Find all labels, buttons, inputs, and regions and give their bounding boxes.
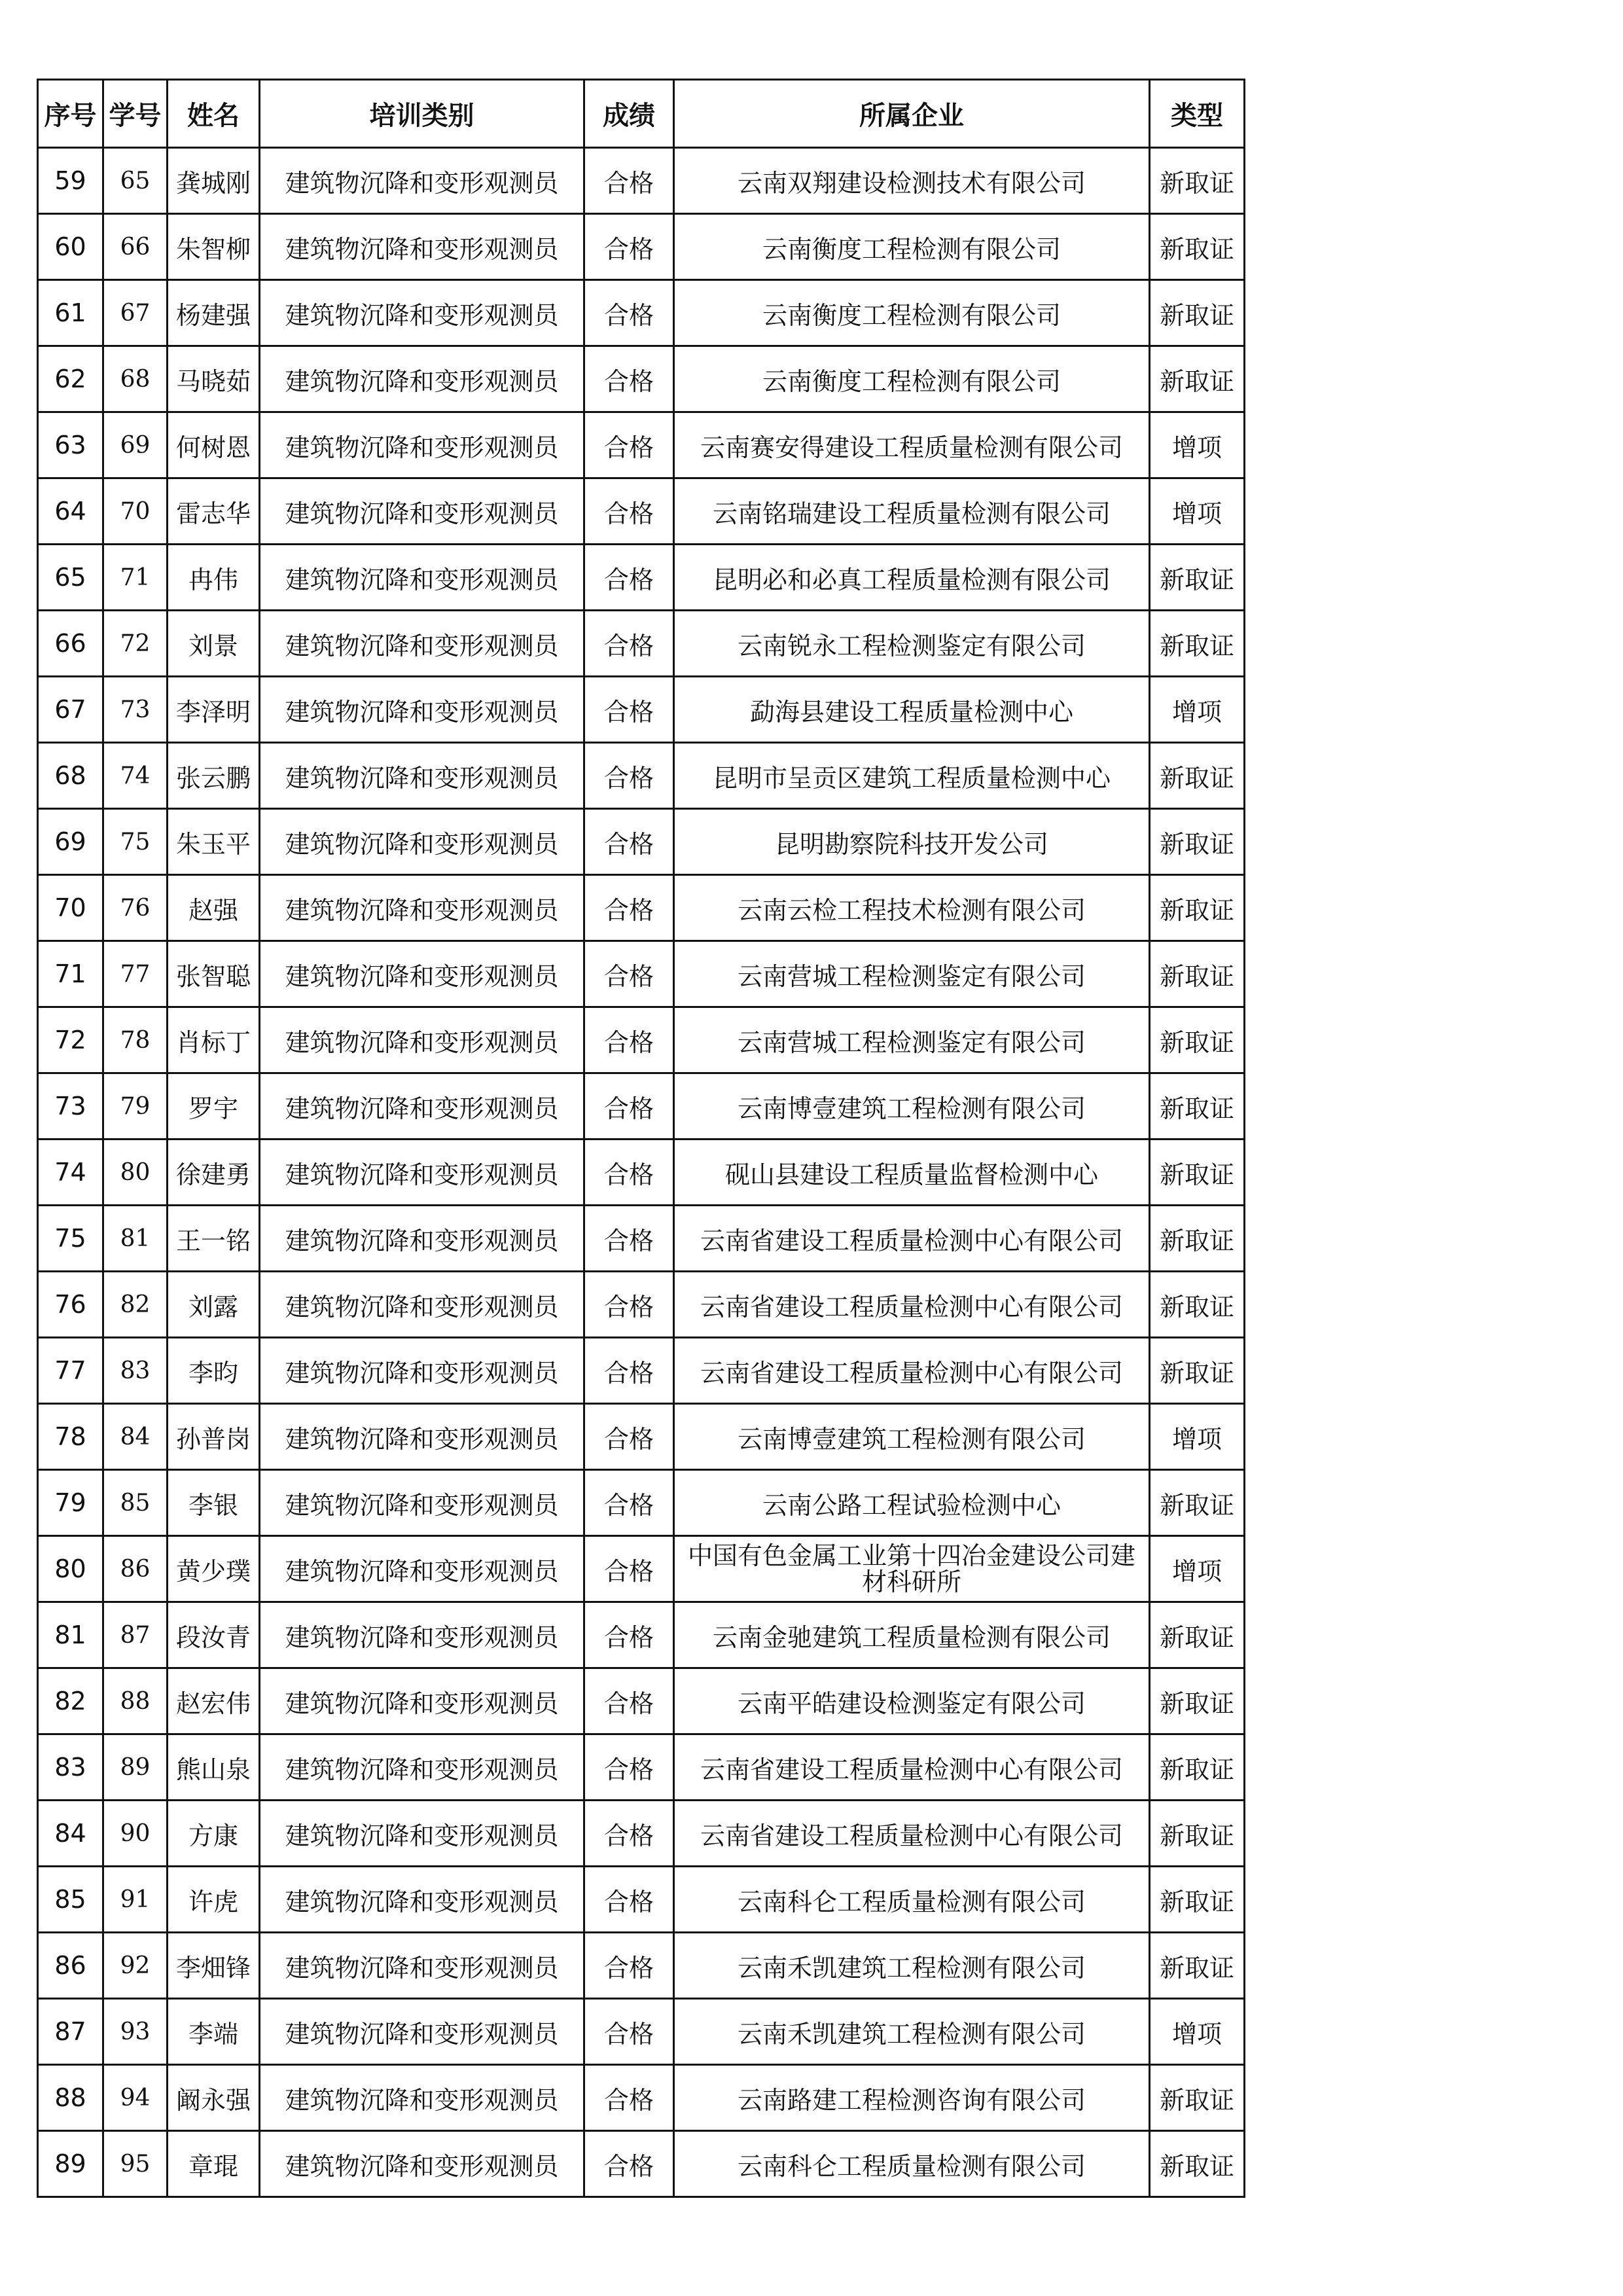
cell-name: 李银 <box>168 1470 260 1536</box>
cell-seq: 78 <box>38 1404 103 1470</box>
cell-seq: 67 <box>38 677 103 743</box>
cell-name: 李昀 <box>168 1338 260 1404</box>
cell-type: 新取证 <box>1150 1272 1245 1338</box>
cell-name: 章琨 <box>168 2131 260 2197</box>
cell-result: 合格 <box>584 677 674 743</box>
cell-student-id: 87 <box>103 1602 168 1668</box>
cell-type: 新取证 <box>1150 809 1245 875</box>
cell-seq: 59 <box>38 148 103 214</box>
cell-result: 合格 <box>584 1999 674 2065</box>
cell-type: 新取证 <box>1150 1867 1245 1933</box>
cell-result: 合格 <box>584 1404 674 1470</box>
cell-company: 云南衡度工程检测有限公司 <box>674 280 1150 346</box>
cell-student-id: 68 <box>103 346 168 412</box>
cell-seq: 87 <box>38 1999 103 2065</box>
cell-name: 王一铭 <box>168 1206 260 1272</box>
cell-company: 云南云检工程技术检测有限公司 <box>674 875 1150 941</box>
cell-category: 建筑物沉降和变形观测员 <box>260 1933 584 1999</box>
cell-result: 合格 <box>584 1206 674 1272</box>
cell-type: 新取证 <box>1150 1139 1245 1206</box>
cell-name: 孙普岗 <box>168 1404 260 1470</box>
cell-seq: 72 <box>38 1007 103 1073</box>
table-row <box>38 1801 1245 1867</box>
cell-seq: 75 <box>38 1206 103 1272</box>
cell-company: 云南博壹建筑工程检测有限公司 <box>674 1404 1150 1470</box>
cell-seq: 74 <box>38 1139 103 1206</box>
cell-type: 增项 <box>1150 1404 1245 1470</box>
cell-company: 云南赛安得建设工程质量检测有限公司 <box>674 412 1150 478</box>
table-row <box>38 346 1245 412</box>
cell-seq: 86 <box>38 1933 103 1999</box>
cell-type: 增项 <box>1150 478 1245 545</box>
table-row <box>38 1139 1245 1206</box>
cell-seq: 73 <box>38 1073 103 1139</box>
cell-result: 合格 <box>584 1734 674 1801</box>
cell-seq: 83 <box>38 1734 103 1801</box>
cell-company: 云南衡度工程检测有限公司 <box>674 346 1150 412</box>
table-row <box>38 1206 1245 1272</box>
cell-student-id: 90 <box>103 1801 168 1867</box>
cell-category: 建筑物沉降和变形观测员 <box>260 1999 584 2065</box>
cell-result: 合格 <box>584 545 674 611</box>
header-row <box>38 80 1245 148</box>
cell-result: 合格 <box>584 1933 674 1999</box>
table-row <box>38 1470 1245 1536</box>
cell-type: 新取证 <box>1150 1734 1245 1801</box>
cell-company: 云南衡度工程检测有限公司 <box>674 214 1150 280</box>
cell-type: 新取证 <box>1150 1668 1245 1734</box>
cell-student-id: 93 <box>103 1999 168 2065</box>
cell-category: 建筑物沉降和变形观测员 <box>260 2065 584 2131</box>
cell-name: 赵强 <box>168 875 260 941</box>
cell-student-id: 73 <box>103 677 168 743</box>
table-row <box>38 1404 1245 1470</box>
cell-seq: 80 <box>38 1536 103 1602</box>
cell-result: 合格 <box>584 1007 674 1073</box>
cell-company: 云南锐永工程检测鉴定有限公司 <box>674 611 1150 677</box>
cell-student-id: 70 <box>103 478 168 545</box>
cell-name: 李畑锋 <box>168 1933 260 1999</box>
cell-student-id: 79 <box>103 1073 168 1139</box>
cell-name: 杨建强 <box>168 280 260 346</box>
cell-category: 建筑物沉降和变形观测员 <box>260 478 584 545</box>
cell-category: 建筑物沉降和变形观测员 <box>260 2131 584 2197</box>
cell-seq: 76 <box>38 1272 103 1338</box>
cell-result: 合格 <box>584 1668 674 1734</box>
cell-category: 建筑物沉降和变形观测员 <box>260 1073 584 1139</box>
cell-seq: 88 <box>38 2065 103 2131</box>
cell-type: 增项 <box>1150 677 1245 743</box>
cell-type: 增项 <box>1150 1536 1245 1602</box>
header-type: 类型 <box>1150 80 1245 148</box>
roster-table <box>37 79 1245 2198</box>
cell-type: 新取证 <box>1150 2131 1245 2197</box>
cell-result: 合格 <box>584 743 674 809</box>
table-row <box>38 1073 1245 1139</box>
cell-seq: 71 <box>38 941 103 1007</box>
cell-company: 云南禾凯建筑工程检测有限公司 <box>674 1999 1150 2065</box>
header-company: 所属企业 <box>674 80 1150 148</box>
cell-category: 建筑物沉降和变形观测员 <box>260 1734 584 1801</box>
cell-result: 合格 <box>584 1867 674 1933</box>
cell-category: 建筑物沉降和变形观测员 <box>260 1404 584 1470</box>
cell-student-id: 69 <box>103 412 168 478</box>
cell-result: 合格 <box>584 611 674 677</box>
cell-company: 云南省建设工程质量检测中心有限公司 <box>674 1338 1150 1404</box>
cell-type: 新取证 <box>1150 1602 1245 1668</box>
cell-result: 合格 <box>584 2131 674 2197</box>
cell-company: 云南双翔建设检测技术有限公司 <box>674 148 1150 214</box>
cell-category: 建筑物沉降和变形观测员 <box>260 1139 584 1206</box>
cell-seq: 66 <box>38 611 103 677</box>
table-body <box>38 148 1245 2197</box>
cell-result: 合格 <box>584 2065 674 2131</box>
cell-company: 云南平皓建设检测鉴定有限公司 <box>674 1668 1150 1734</box>
table-row <box>38 1734 1245 1801</box>
cell-name: 许虎 <box>168 1867 260 1933</box>
table-row <box>38 2131 1245 2197</box>
cell-type: 新取证 <box>1150 214 1245 280</box>
cell-seq: 62 <box>38 346 103 412</box>
cell-name: 冉伟 <box>168 545 260 611</box>
cell-student-id: 77 <box>103 941 168 1007</box>
cell-type: 新取证 <box>1150 280 1245 346</box>
cell-seq: 81 <box>38 1602 103 1668</box>
cell-seq: 60 <box>38 214 103 280</box>
cell-type: 新取证 <box>1150 611 1245 677</box>
cell-result: 合格 <box>584 941 674 1007</box>
cell-result: 合格 <box>584 1073 674 1139</box>
cell-name: 肖标丁 <box>168 1007 260 1073</box>
cell-type: 新取证 <box>1150 875 1245 941</box>
cell-student-id: 91 <box>103 1867 168 1933</box>
cell-result: 合格 <box>584 346 674 412</box>
cell-name: 朱智柳 <box>168 214 260 280</box>
cell-category: 建筑物沉降和变形观测员 <box>260 214 584 280</box>
cell-result: 合格 <box>584 148 674 214</box>
table-row <box>38 412 1245 478</box>
cell-company: 云南省建设工程质量检测中心有限公司 <box>674 1734 1150 1801</box>
cell-seq: 84 <box>38 1801 103 1867</box>
cell-company: 中国有色金属工业第十四冶金建设公司建材科研所 <box>674 1536 1150 1602</box>
cell-category: 建筑物沉降和变形观测员 <box>260 1272 584 1338</box>
cell-type: 增项 <box>1150 1999 1245 2065</box>
cell-company: 云南禾凯建筑工程检测有限公司 <box>674 1933 1150 1999</box>
table-row <box>38 809 1245 875</box>
cell-result: 合格 <box>584 1139 674 1206</box>
cell-result: 合格 <box>584 809 674 875</box>
table-row <box>38 545 1245 611</box>
cell-name: 罗宇 <box>168 1073 260 1139</box>
cell-student-id: 95 <box>103 2131 168 2197</box>
cell-result: 合格 <box>584 280 674 346</box>
cell-student-id: 66 <box>103 214 168 280</box>
cell-seq: 65 <box>38 545 103 611</box>
cell-name: 黄少璞 <box>168 1536 260 1602</box>
cell-name: 张云鹏 <box>168 743 260 809</box>
cell-student-id: 71 <box>103 545 168 611</box>
cell-result: 合格 <box>584 1470 674 1536</box>
table-row <box>38 1272 1245 1338</box>
cell-category: 建筑物沉降和变形观测员 <box>260 677 584 743</box>
cell-category: 建筑物沉降和变形观测员 <box>260 1470 584 1536</box>
cell-type: 新取证 <box>1150 148 1245 214</box>
cell-student-id: 80 <box>103 1139 168 1206</box>
cell-name: 朱玉平 <box>168 809 260 875</box>
cell-result: 合格 <box>584 412 674 478</box>
cell-type: 新取证 <box>1150 1338 1245 1404</box>
cell-student-id: 76 <box>103 875 168 941</box>
cell-seq: 77 <box>38 1338 103 1404</box>
cell-category: 建筑物沉降和变形观测员 <box>260 1867 584 1933</box>
cell-name: 徐建勇 <box>168 1139 260 1206</box>
header-name: 姓名 <box>168 80 260 148</box>
cell-name: 方康 <box>168 1801 260 1867</box>
cell-student-id: 78 <box>103 1007 168 1073</box>
cell-category: 建筑物沉降和变形观测员 <box>260 1338 584 1404</box>
cell-student-id: 72 <box>103 611 168 677</box>
cell-type: 新取证 <box>1150 2065 1245 2131</box>
cell-student-id: 85 <box>103 1470 168 1536</box>
cell-student-id: 89 <box>103 1734 168 1801</box>
table-row <box>38 941 1245 1007</box>
cell-type: 新取证 <box>1150 1801 1245 1867</box>
cell-category: 建筑物沉降和变形观测员 <box>260 743 584 809</box>
cell-result: 合格 <box>584 1272 674 1338</box>
cell-category: 建筑物沉降和变形观测员 <box>260 1007 584 1073</box>
cell-seq: 70 <box>38 875 103 941</box>
table-row <box>38 611 1245 677</box>
cell-company: 云南路建工程检测咨询有限公司 <box>674 2065 1150 2131</box>
cell-type: 新取证 <box>1150 1073 1245 1139</box>
table-row <box>38 1933 1245 1999</box>
table-row <box>38 1867 1245 1933</box>
cell-student-id: 75 <box>103 809 168 875</box>
cell-name: 雷志华 <box>168 478 260 545</box>
cell-type: 新取证 <box>1150 1007 1245 1073</box>
cell-company: 云南科仑工程质量检测有限公司 <box>674 2131 1150 2197</box>
cell-result: 合格 <box>584 478 674 545</box>
cell-student-id: 65 <box>103 148 168 214</box>
table-row <box>38 1338 1245 1404</box>
cell-company: 云南省建设工程质量检测中心有限公司 <box>674 1206 1150 1272</box>
cell-type: 新取证 <box>1150 545 1245 611</box>
cell-category: 建筑物沉降和变形观测员 <box>260 1206 584 1272</box>
header-student-id: 学号 <box>103 80 168 148</box>
table-header <box>38 80 1245 148</box>
cell-category: 建筑物沉降和变形观测员 <box>260 412 584 478</box>
cell-category: 建筑物沉降和变形观测员 <box>260 611 584 677</box>
table-row <box>38 875 1245 941</box>
cell-company: 云南金驰建筑工程质量检测有限公司 <box>674 1602 1150 1668</box>
cell-student-id: 81 <box>103 1206 168 1272</box>
cell-category: 建筑物沉降和变形观测员 <box>260 346 584 412</box>
cell-category: 建筑物沉降和变形观测员 <box>260 941 584 1007</box>
cell-category: 建筑物沉降和变形观测员 <box>260 875 584 941</box>
cell-result: 合格 <box>584 1536 674 1602</box>
cell-category: 建筑物沉降和变形观测员 <box>260 809 584 875</box>
cell-type: 新取证 <box>1150 1933 1245 1999</box>
cell-name: 张智聪 <box>168 941 260 1007</box>
cell-company: 云南博壹建筑工程检测有限公司 <box>674 1073 1150 1139</box>
cell-company: 云南铭瑞建设工程质量检测有限公司 <box>674 478 1150 545</box>
cell-student-id: 67 <box>103 280 168 346</box>
table-row <box>38 280 1245 346</box>
table-row <box>38 1668 1245 1734</box>
cell-name: 李端 <box>168 1999 260 2065</box>
table-row <box>38 214 1245 280</box>
cell-seq: 63 <box>38 412 103 478</box>
cell-name: 李泽明 <box>168 677 260 743</box>
cell-student-id: 83 <box>103 1338 168 1404</box>
cell-category: 建筑物沉降和变形观测员 <box>260 1801 584 1867</box>
cell-name: 龚城刚 <box>168 148 260 214</box>
cell-category: 建筑物沉降和变形观测员 <box>260 1668 584 1734</box>
header-seq: 序号 <box>38 80 103 148</box>
cell-type: 增项 <box>1150 412 1245 478</box>
cell-student-id: 86 <box>103 1536 168 1602</box>
cell-seq: 85 <box>38 1867 103 1933</box>
cell-seq: 82 <box>38 1668 103 1734</box>
cell-company: 昆明勘察院科技开发公司 <box>674 809 1150 875</box>
cell-category: 建筑物沉降和变形观测员 <box>260 1602 584 1668</box>
cell-student-id: 94 <box>103 2065 168 2131</box>
cell-student-id: 84 <box>103 1404 168 1470</box>
table-row <box>38 743 1245 809</box>
cell-company: 昆明必和必真工程质量检测有限公司 <box>674 545 1150 611</box>
cell-seq: 68 <box>38 743 103 809</box>
cell-category: 建筑物沉降和变形观测员 <box>260 545 584 611</box>
header-result: 成绩 <box>584 80 674 148</box>
cell-company: 云南省建设工程质量检测中心有限公司 <box>674 1272 1150 1338</box>
cell-type: 新取证 <box>1150 743 1245 809</box>
cell-company: 云南营城工程检测鉴定有限公司 <box>674 1007 1150 1073</box>
cell-seq: 89 <box>38 2131 103 2197</box>
cell-student-id: 92 <box>103 1933 168 1999</box>
cell-name: 刘景 <box>168 611 260 677</box>
cell-result: 合格 <box>584 1801 674 1867</box>
cell-name: 段汝青 <box>168 1602 260 1668</box>
cell-name: 刘露 <box>168 1272 260 1338</box>
table-row <box>38 1007 1245 1073</box>
cell-category: 建筑物沉降和变形观测员 <box>260 148 584 214</box>
cell-name: 阚永强 <box>168 2065 260 2131</box>
cell-company: 云南营城工程检测鉴定有限公司 <box>674 941 1150 1007</box>
table-row <box>38 1602 1245 1668</box>
table-row <box>38 148 1245 214</box>
table-row <box>38 2065 1245 2131</box>
cell-seq: 64 <box>38 478 103 545</box>
cell-company: 云南公路工程试验检测中心 <box>674 1470 1150 1536</box>
cell-type: 新取证 <box>1150 346 1245 412</box>
cell-seq: 69 <box>38 809 103 875</box>
cell-company: 云南科仑工程质量检测有限公司 <box>674 1867 1150 1933</box>
cell-category: 建筑物沉降和变形观测员 <box>260 280 584 346</box>
cell-result: 合格 <box>584 1602 674 1668</box>
cell-name: 熊山泉 <box>168 1734 260 1801</box>
cell-seq: 61 <box>38 280 103 346</box>
cell-student-id: 88 <box>103 1668 168 1734</box>
cell-company: 勐海县建设工程质量检测中心 <box>674 677 1150 743</box>
cell-type: 新取证 <box>1150 941 1245 1007</box>
cell-result: 合格 <box>584 1338 674 1404</box>
cell-name: 马晓茹 <box>168 346 260 412</box>
cell-type: 新取证 <box>1150 1470 1245 1536</box>
header-category: 培训类别 <box>260 80 584 148</box>
cell-result: 合格 <box>584 214 674 280</box>
table-row <box>38 1999 1245 2065</box>
cell-student-id: 82 <box>103 1272 168 1338</box>
cell-seq: 79 <box>38 1470 103 1536</box>
cell-company: 昆明市呈贡区建筑工程质量检测中心 <box>674 743 1150 809</box>
cell-company: 云南省建设工程质量检测中心有限公司 <box>674 1801 1150 1867</box>
cell-result: 合格 <box>584 875 674 941</box>
cell-type: 新取证 <box>1150 1206 1245 1272</box>
cell-student-id: 74 <box>103 743 168 809</box>
cell-category: 建筑物沉降和变形观测员 <box>260 1536 584 1602</box>
cell-company: 砚山县建设工程质量监督检测中心 <box>674 1139 1150 1206</box>
cell-name: 何树恩 <box>168 412 260 478</box>
table-row <box>38 1536 1245 1602</box>
table-row <box>38 677 1245 743</box>
table-row <box>38 478 1245 545</box>
cell-name: 赵宏伟 <box>168 1668 260 1734</box>
